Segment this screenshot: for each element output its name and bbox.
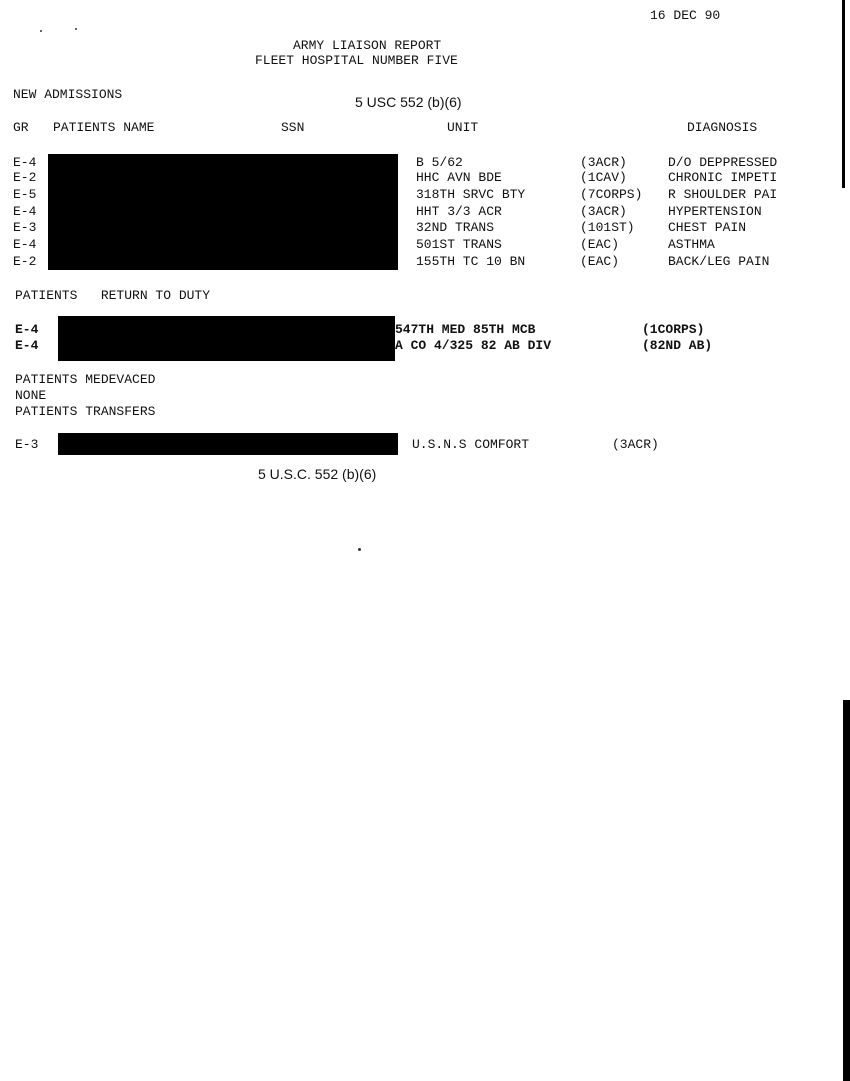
table-row-unit: B 5/62 [416,155,463,170]
table-row-unit: 501ST TRANS [416,237,502,252]
table-row-gr: E-4 [15,322,39,337]
table-row-diagnosis: R SHOULDER PAI [668,187,778,202]
table-row-diagnosis: BACK/LEG PAIN [668,254,770,269]
exemption-note-top: 5 USC 552 (b)(6) [355,94,462,110]
table-row-unit: 32ND TRANS [416,220,495,235]
table-row-corps: (3ACR) [612,437,659,452]
table-row-gr: E-4 [13,237,37,252]
scan-speck [40,30,42,32]
table-row-diagnosis: D/O DEPPRESSED [668,155,778,170]
medevaced-value: NONE [15,388,47,403]
table-row-corps: (1CORPS) [642,322,705,337]
redaction-block-return-to-duty [58,316,395,361]
new-admissions-heading: NEW ADMISSIONS [13,87,123,102]
table-row-unit: 547TH MED 85TH MCB [395,322,536,337]
table-row-gr: E-4 [13,204,37,219]
col-header-ssn: SSN [281,120,305,135]
table-row-unit: A CO 4/325 82 AB DIV [395,338,552,353]
report-title: ARMY LIAISON REPORT [293,38,442,53]
table-row-corps: (1CAV) [580,170,627,185]
scan-edge-line [842,0,845,188]
table-row-gr: E-3 [13,220,37,235]
report-date: 16 DEC 90 [650,8,721,23]
report-subtitle: FLEET HOSPITAL NUMBER FIVE [255,53,458,68]
table-row-corps: (101ST) [580,220,635,235]
table-row-gr: E-2 [13,254,37,269]
table-row-corps: (EAC) [580,237,620,252]
scan-speck [75,28,77,30]
table-row-gr: E-3 [15,437,39,452]
table-row-corps: (7CORPS) [580,187,643,202]
table-row-gr: E-5 [13,187,37,202]
col-header-gr: GR [13,120,29,135]
table-row-corps: (3ACR) [580,204,627,219]
return-to-duty-heading: PATIENTS RETURN TO DUTY [15,288,211,303]
table-row-diagnosis: CHEST PAIN [668,220,747,235]
redaction-block-transfers [58,433,398,455]
table-row-corps: (EAC) [580,254,620,269]
redaction-block-admissions [48,154,398,270]
table-row-diagnosis: CHRONIC IMPETI [668,170,778,185]
table-row-unit: HHT 3/3 ACR [416,204,502,219]
medevaced-heading: PATIENTS MEDEVACED [15,372,156,387]
scan-speck [358,548,361,551]
table-row-corps: (82ND AB) [642,338,713,353]
table-row-gr: E-4 [15,338,39,353]
col-header-name: PATIENTS NAME [53,120,155,135]
table-row-unit: U.S.N.S COMFORT [412,437,530,452]
col-header-diagnosis: DIAGNOSIS [687,120,758,135]
table-row-diagnosis: ASTHMA [668,237,715,252]
table-row-corps: (3ACR) [580,155,627,170]
col-header-unit: UNIT [447,120,479,135]
table-row-unit: 318TH SRVC BTY [416,187,526,202]
table-row-unit: HHC AVN BDE [416,170,502,185]
table-row-gr: E-2 [13,170,37,185]
table-row-gr: E-4 [13,155,37,170]
table-row-diagnosis: HYPERTENSION [668,204,762,219]
scan-edge-line [843,700,850,1081]
table-row-unit: 155TH TC 10 BN [416,254,526,269]
transfers-heading: PATIENTS TRANSFERS [15,404,156,419]
exemption-note-bottom: 5 U.S.C. 552 (b)(6) [258,466,377,482]
